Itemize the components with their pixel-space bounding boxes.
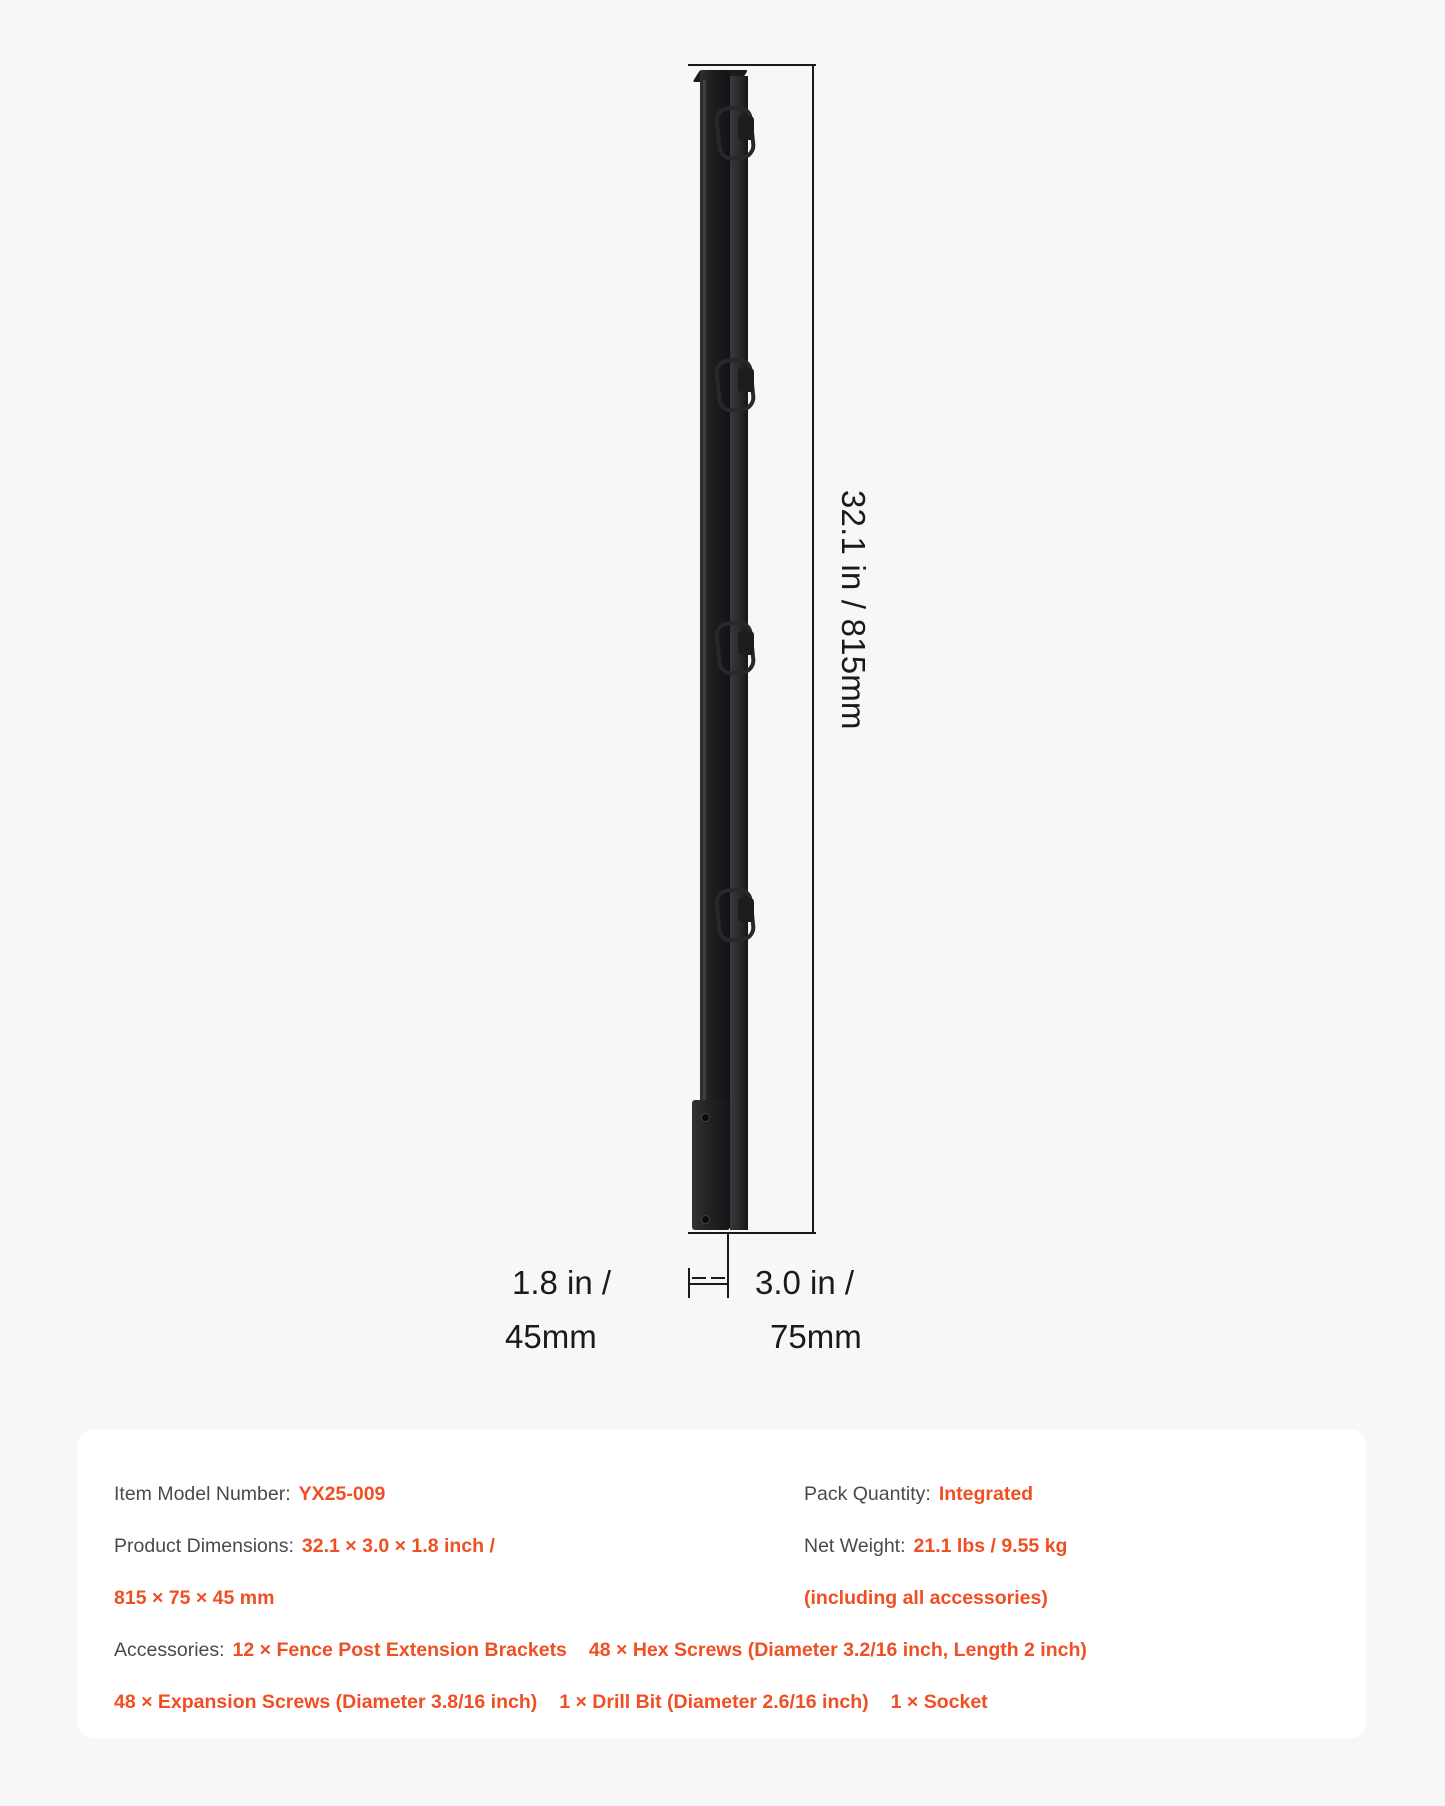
- accessory-item-drill-bit: 1 × Drill Bit (Diameter 2.6/16 inch): [559, 1691, 869, 1713]
- model-value: YX25-009: [298, 1483, 386, 1505]
- dimensions-value: 32.1 × 3.0 × 1.8 inch /: [301, 1535, 495, 1557]
- spec-row-accessories-1: [114, 1624, 1330, 1676]
- spec-model-group: [114, 1468, 804, 1520]
- specification-card: [78, 1430, 1366, 1738]
- height-dim-bottom-tick: [688, 1232, 816, 1234]
- dimensions-value-metric: 815 × 75 × 45 mm: [114, 1587, 275, 1609]
- fence-post-illustration: [690, 70, 760, 1240]
- spec-row-dimensions-weight: [114, 1520, 1330, 1572]
- height-dimension-label: 32.1 in / 815mm: [835, 490, 872, 730]
- spec-pack-group: [804, 1468, 1330, 1520]
- pack-quantity-value: Integrated: [938, 1483, 1034, 1505]
- width-dim-left-tick: [688, 1268, 690, 1298]
- bracket-loop-1: [716, 100, 762, 160]
- spec-dimensions-continued: [114, 1572, 804, 1624]
- spec-dimensions-group: [114, 1520, 804, 1572]
- depth-dimension-label-line1: 1.8 in /: [512, 1264, 612, 1301]
- bracket-mount-block: [738, 631, 754, 655]
- post-side-face: [730, 76, 748, 1120]
- base-screw-hole: [702, 1114, 709, 1121]
- width-dim-extension-line: [727, 1232, 729, 1272]
- pack-quantity-label: Pack Quantity:: [804, 1483, 931, 1505]
- spec-row-model-pack: [114, 1468, 1330, 1520]
- width-dim-right-tick: [727, 1268, 729, 1298]
- accessory-item-expansion-screws: 48 × Expansion Screws (Diameter 3.8/16 inch): [114, 1691, 538, 1713]
- net-weight-note: (including all accessories): [804, 1587, 1048, 1609]
- base-plate-side: [730, 1106, 748, 1230]
- width-dim-left-arrow: [692, 1277, 706, 1279]
- height-dim-line: [812, 64, 814, 1232]
- bracket-loop-2: [716, 352, 762, 412]
- net-weight-value: 21.1 lbs / 9.55 kg: [913, 1535, 1068, 1557]
- bracket-loop-4: [716, 882, 762, 942]
- spec-weight-group: [804, 1520, 1330, 1572]
- base-screw-hole: [702, 1216, 709, 1223]
- accessory-item-brackets: 12 × Fence Post Extension Brackets: [232, 1639, 567, 1661]
- accessory-item-hex-screws: 48 × Hex Screws (Diameter 3.2/16 inch, Length 2 inch): [588, 1639, 1087, 1661]
- spec-row-dimensions-cont: [114, 1572, 1330, 1624]
- post-edge-highlight: [703, 80, 706, 1115]
- dimensions-label: Product Dimensions:: [114, 1535, 294, 1557]
- accessories-label: Accessories:: [114, 1639, 225, 1661]
- net-weight-label: Net Weight:: [804, 1535, 906, 1557]
- bracket-mount-block: [738, 898, 754, 922]
- bracket-mount-block: [738, 368, 754, 392]
- bracket-loop-3: [716, 615, 762, 675]
- width-dimension-label-line2: 75mm: [770, 1318, 862, 1355]
- height-dim-top-tick: [688, 64, 816, 66]
- depth-dimension-label-line2: 45mm: [505, 1318, 597, 1355]
- bracket-mount-block: [738, 116, 754, 140]
- spec-weight-note-group: [804, 1572, 1330, 1624]
- base-mounting-plate: [692, 1100, 730, 1230]
- width-dim-line: [688, 1283, 728, 1285]
- spec-row-accessories-2: [114, 1676, 1330, 1728]
- width-dim-right-arrow: [711, 1277, 725, 1279]
- accessory-item-socket: 1 × Socket: [890, 1691, 988, 1713]
- model-label: Item Model Number:: [114, 1483, 291, 1505]
- width-dimension-label-line1: 3.0 in /: [755, 1264, 855, 1301]
